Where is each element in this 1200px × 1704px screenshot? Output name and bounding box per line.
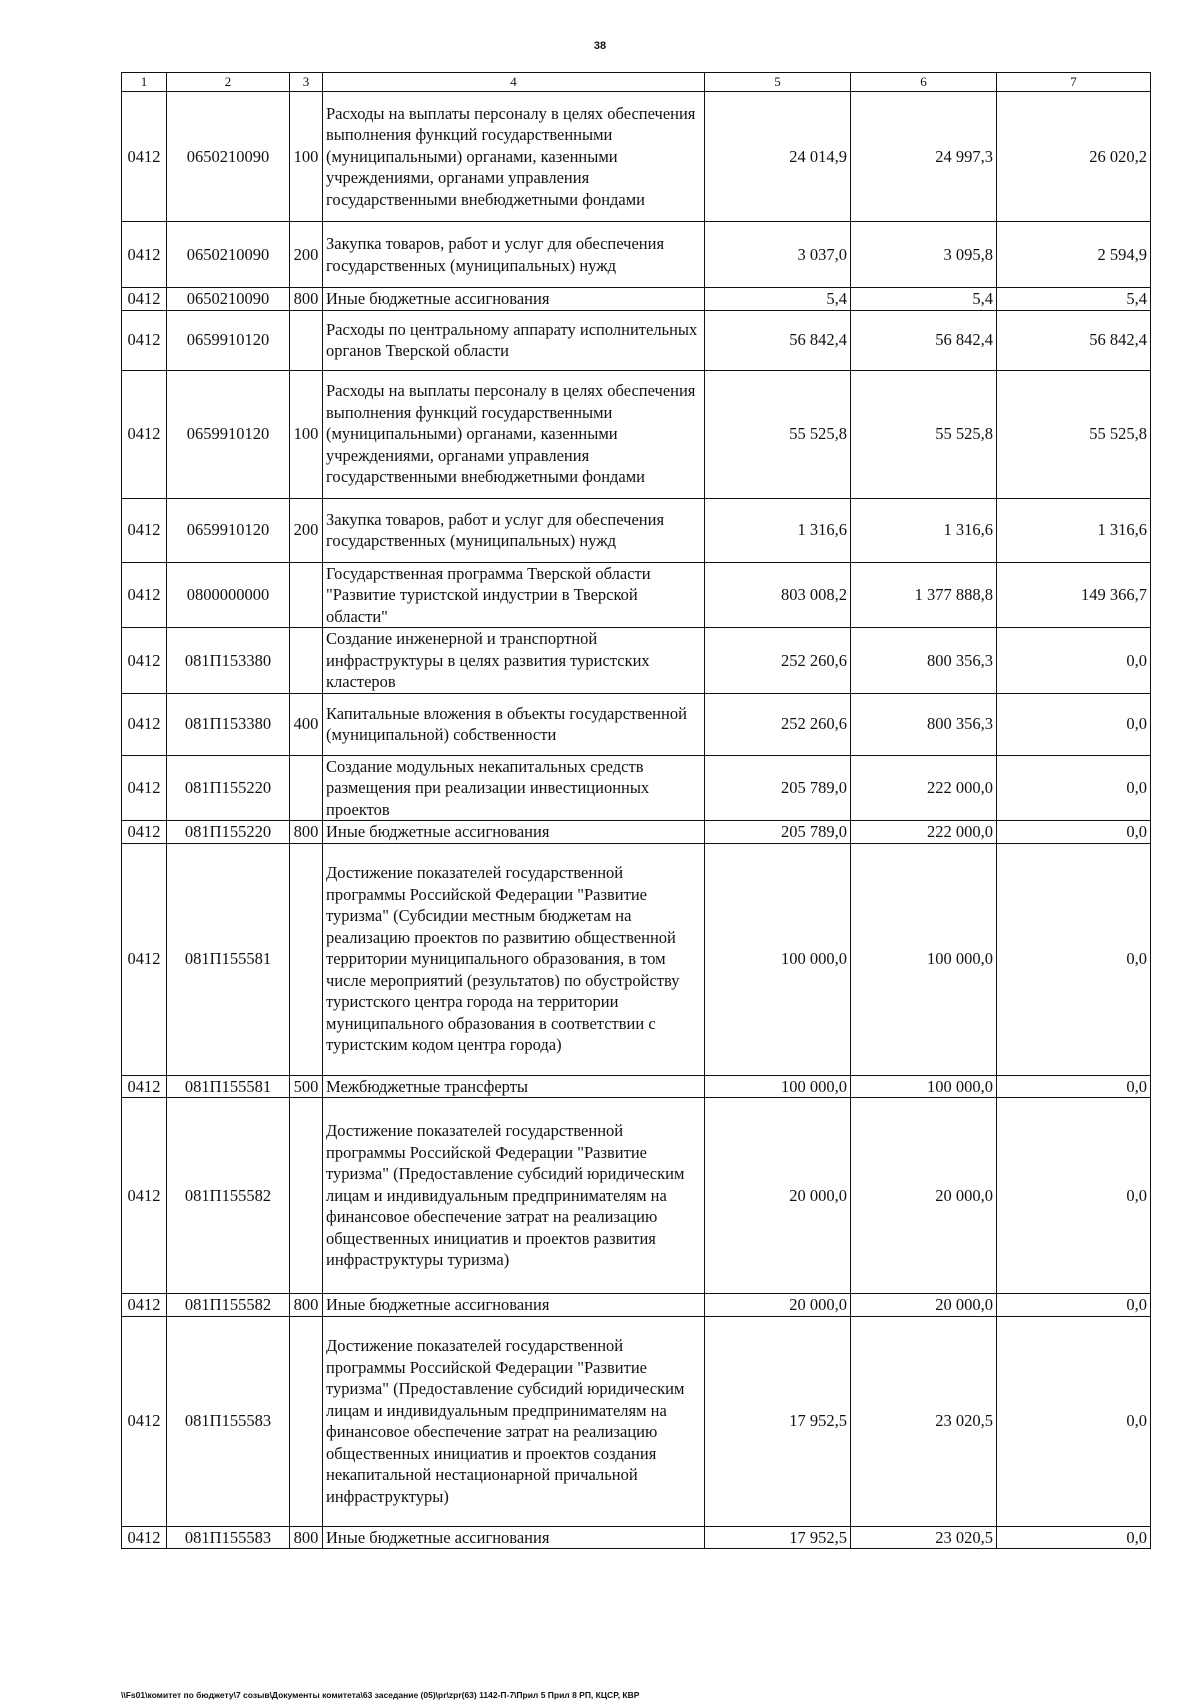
table-row [122, 843, 1151, 1075]
amount-year3-cell: 0,0 [997, 1075, 1151, 1098]
description-cell: Достижение показателей государственной программы Российской Федерации "Развитие туризма" (Предоставление субсидий юридическим лицам и индивидуальным предпринимателям на финансовое обеспечение затрат на реализацию общественных инициатив и проектов развития инфраструктуры туризма) [323, 1098, 705, 1294]
section-code-cell: 0412 [122, 1316, 167, 1526]
target-code-cell: 081П155220 [167, 821, 290, 844]
amount-year3-cell: 26 020,2 [997, 92, 1151, 222]
page-number: 38 [593, 40, 607, 52]
amount-year2-cell: 222 000,0 [851, 755, 997, 821]
table-row [122, 755, 1151, 821]
amount-year3-cell: 1 316,6 [997, 498, 1151, 562]
table-body [122, 92, 1151, 1549]
expense-type-cell [290, 843, 323, 1075]
amount-year2-cell: 55 525,8 [851, 370, 997, 498]
description-cell: Достижение показателей государственной программы Российской Федерации "Развитие туризма" (Предоставление субсидий юридическим лицам и индивидуальным предпринимателям на финансовое обеспечение затрат на реализацию общественных инициатив и проектов создания некапитальной нестационарной причальной инфраструктуры) [323, 1316, 705, 1526]
table-row [122, 562, 1151, 628]
amount-year1-cell: 20 000,0 [705, 1294, 851, 1317]
amount-year3-cell: 0,0 [997, 693, 1151, 755]
target-code-cell: 081П155581 [167, 843, 290, 1075]
amount-year1-cell: 56 842,4 [705, 310, 851, 370]
target-code-cell: 081П153380 [167, 693, 290, 755]
section-code-cell: 0412 [122, 1075, 167, 1098]
table-row [122, 92, 1151, 222]
amount-year3-cell: 0,0 [997, 1316, 1151, 1526]
expense-type-cell: 100 [290, 370, 323, 498]
amount-year1-cell: 55 525,8 [705, 370, 851, 498]
budget-table [121, 72, 1151, 1549]
description-cell: Расходы на выплаты персоналу в целях обеспечения выполнения функций государственными (муниципальными) органами, казенными учреждениями, органами управления государственными внебюджетными фондами [323, 92, 705, 222]
target-code-cell: 0650210090 [167, 222, 290, 288]
description-cell: Расходы на выплаты персоналу в целях обеспечения выполнения функций государственными (муниципальными) органами, казенными учреждениями, органами управления государственными внебюджетными фондами [323, 370, 705, 498]
amount-year3-cell: 0,0 [997, 821, 1151, 844]
table-row [122, 310, 1151, 370]
amount-year3-cell: 0,0 [997, 1526, 1151, 1549]
amount-year3-cell: 56 842,4 [997, 310, 1151, 370]
expense-type-cell: 800 [290, 1294, 323, 1317]
expense-type-cell [290, 755, 323, 821]
section-code-cell: 0412 [122, 628, 167, 694]
table-row [122, 1526, 1151, 1549]
amount-year2-cell: 3 095,8 [851, 222, 997, 288]
header-cell-4: 4 [323, 73, 705, 92]
description-cell: Иные бюджетные ассигнования [323, 1526, 705, 1549]
table-row [122, 628, 1151, 694]
target-code-cell: 081П155582 [167, 1098, 290, 1294]
description-cell: Закупка товаров, работ и услуг для обеспечения государственных (муниципальных) нужд [323, 498, 705, 562]
header-cell-5: 5 [705, 73, 851, 92]
amount-year1-cell: 3 037,0 [705, 222, 851, 288]
amount-year3-cell: 5,4 [997, 288, 1151, 311]
expense-type-cell [290, 628, 323, 694]
amount-year2-cell: 56 842,4 [851, 310, 997, 370]
section-code-cell: 0412 [122, 843, 167, 1075]
expense-type-cell: 500 [290, 1075, 323, 1098]
section-code-cell: 0412 [122, 288, 167, 311]
amount-year2-cell: 20 000,0 [851, 1294, 997, 1317]
target-code-cell: 081П155583 [167, 1316, 290, 1526]
amount-year3-cell: 2 594,9 [997, 222, 1151, 288]
description-cell: Достижение показателей государственной программы Российской Федерации "Развитие туризма" (Субсидии местным бюджетам на реализацию проектов по развитию общественной территории муниципального образования, в том числе мероприятий (результатов) по обустройству туристского центра города на территории муниципального образования в соответствии с туристским кодом центра города) [323, 843, 705, 1075]
expense-type-cell: 800 [290, 1526, 323, 1549]
table-row [122, 370, 1151, 498]
amount-year3-cell: 55 525,8 [997, 370, 1151, 498]
amount-year1-cell: 20 000,0 [705, 1098, 851, 1294]
header-cell-1: 1 [122, 73, 167, 92]
amount-year1-cell: 24 014,9 [705, 92, 851, 222]
table-row [122, 1316, 1151, 1526]
description-cell: Межбюджетные трансферты [323, 1075, 705, 1098]
section-code-cell: 0412 [122, 755, 167, 821]
table-row [122, 821, 1151, 844]
amount-year2-cell: 5,4 [851, 288, 997, 311]
amount-year1-cell: 100 000,0 [705, 1075, 851, 1098]
section-code-cell: 0412 [122, 1098, 167, 1294]
description-cell: Иные бюджетные ассигнования [323, 1294, 705, 1317]
footer-file-path: \\Fs01\комитет по бюджету\7 созыв\Документы комитета\63 заседание (05)\pr\zpr(63) 1142-П-7\Прил 5 Прил 8 РП, КЦСР, КВР [121, 1690, 640, 1700]
amount-year3-cell: 0,0 [997, 843, 1151, 1075]
target-code-cell: 0650210090 [167, 288, 290, 311]
amount-year1-cell: 5,4 [705, 288, 851, 311]
expense-type-cell [290, 1316, 323, 1526]
amount-year1-cell: 100 000,0 [705, 843, 851, 1075]
table-row [122, 222, 1151, 288]
target-code-cell: 0659910120 [167, 498, 290, 562]
section-code-cell: 0412 [122, 1294, 167, 1317]
table-row [122, 498, 1151, 562]
target-code-cell: 0650210090 [167, 92, 290, 222]
header-cell-3: 3 [290, 73, 323, 92]
description-cell: Иные бюджетные ассигнования [323, 288, 705, 311]
description-cell: Расходы по центральному аппарату исполнительных органов Тверской области [323, 310, 705, 370]
amount-year2-cell: 100 000,0 [851, 1075, 997, 1098]
header-row [122, 73, 1151, 92]
amount-year2-cell: 1 316,6 [851, 498, 997, 562]
amount-year2-cell: 1 377 888,8 [851, 562, 997, 628]
amount-year1-cell: 205 789,0 [705, 821, 851, 844]
description-cell: Закупка товаров, работ и услуг для обеспечения государственных (муниципальных) нужд [323, 222, 705, 288]
description-cell: Капитальные вложения в объекты государственной (муниципальной) собственности [323, 693, 705, 755]
section-code-cell: 0412 [122, 92, 167, 222]
amount-year3-cell: 149 366,7 [997, 562, 1151, 628]
amount-year1-cell: 803 008,2 [705, 562, 851, 628]
expense-type-cell: 100 [290, 92, 323, 222]
amount-year3-cell: 0,0 [997, 755, 1151, 821]
expense-type-cell: 200 [290, 222, 323, 288]
target-code-cell: 081П155581 [167, 1075, 290, 1098]
table-row [122, 693, 1151, 755]
header-cell-7: 7 [997, 73, 1151, 92]
amount-year1-cell: 205 789,0 [705, 755, 851, 821]
table-row [122, 288, 1151, 311]
amount-year1-cell: 17 952,5 [705, 1316, 851, 1526]
amount-year3-cell: 0,0 [997, 628, 1151, 694]
expense-type-cell: 800 [290, 821, 323, 844]
description-cell: Создание модульных некапитальных средств размещения при реализации инвестиционных проектов [323, 755, 705, 821]
amount-year2-cell: 24 997,3 [851, 92, 997, 222]
target-code-cell: 0800000000 [167, 562, 290, 628]
table-row [122, 1075, 1151, 1098]
expense-type-cell: 200 [290, 498, 323, 562]
description-cell: Создание инженерной и транспортной инфраструктуры в целях развития туристских кластеров [323, 628, 705, 694]
table-row [122, 1098, 1151, 1294]
target-code-cell: 081П155583 [167, 1526, 290, 1549]
amount-year2-cell: 23 020,5 [851, 1526, 997, 1549]
amount-year2-cell: 800 356,3 [851, 693, 997, 755]
amount-year2-cell: 23 020,5 [851, 1316, 997, 1526]
target-code-cell: 081П153380 [167, 628, 290, 694]
expense-type-cell: 400 [290, 693, 323, 755]
amount-year2-cell: 100 000,0 [851, 843, 997, 1075]
amount-year2-cell: 222 000,0 [851, 821, 997, 844]
section-code-cell: 0412 [122, 821, 167, 844]
description-cell: Государственная программа Тверской области "Развитие туристской индустрии в Тверской области" [323, 562, 705, 628]
section-code-cell: 0412 [122, 562, 167, 628]
target-code-cell: 0659910120 [167, 370, 290, 498]
amount-year3-cell: 0,0 [997, 1098, 1151, 1294]
amount-year3-cell: 0,0 [997, 1294, 1151, 1317]
section-code-cell: 0412 [122, 693, 167, 755]
amount-year1-cell: 17 952,5 [705, 1526, 851, 1549]
header-cell-2: 2 [167, 73, 290, 92]
amount-year1-cell: 252 260,6 [705, 693, 851, 755]
target-code-cell: 081П155220 [167, 755, 290, 821]
expense-type-cell [290, 310, 323, 370]
amount-year2-cell: 800 356,3 [851, 628, 997, 694]
section-code-cell: 0412 [122, 1526, 167, 1549]
section-code-cell: 0412 [122, 222, 167, 288]
description-cell: Иные бюджетные ассигнования [323, 821, 705, 844]
section-code-cell: 0412 [122, 370, 167, 498]
section-code-cell: 0412 [122, 310, 167, 370]
table-row [122, 1294, 1151, 1317]
header-cell-6: 6 [851, 73, 997, 92]
expense-type-cell [290, 562, 323, 628]
amount-year1-cell: 252 260,6 [705, 628, 851, 694]
expense-type-cell: 800 [290, 288, 323, 311]
amount-year1-cell: 1 316,6 [705, 498, 851, 562]
amount-year2-cell: 20 000,0 [851, 1098, 997, 1294]
section-code-cell: 0412 [122, 498, 167, 562]
target-code-cell: 0659910120 [167, 310, 290, 370]
expense-type-cell [290, 1098, 323, 1294]
target-code-cell: 081П155582 [167, 1294, 290, 1317]
